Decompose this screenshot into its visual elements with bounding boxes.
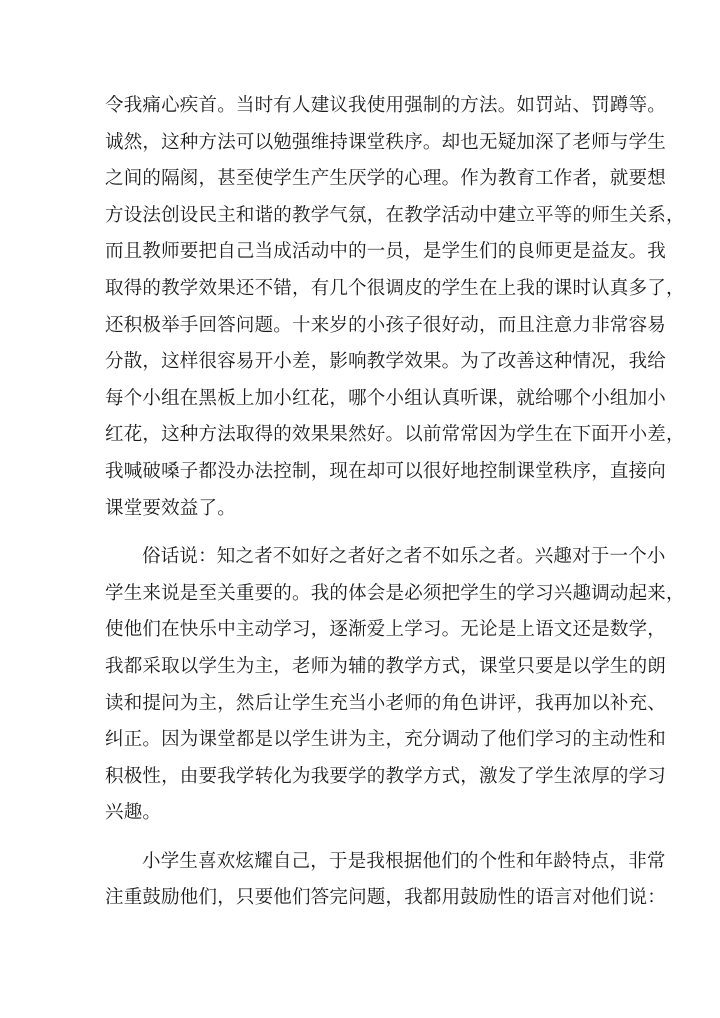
text-line: 每个小组在黑板上加小红花，哪个小组认真听课，就给哪个小组加小 [105, 387, 667, 409]
text-line: 诚然，这种方法可以勉强维持课堂秩序。却也无疑加深了老师与学生 [105, 131, 667, 153]
paragraph-3 [105, 844, 667, 917]
text-line: 我都采取以学生为主，老师为辅的教学方式，课堂只要是以学生的朗 [105, 655, 667, 677]
text-line: 小学生喜欢炫耀自己，于是我根据他们的个性和年龄特点，非常 [142, 850, 666, 872]
text-line: 取得的教学效果还不错，有几个很调皮的学生在上我的课时认真多了， [105, 277, 685, 299]
text-line: 注重鼓励他们，只要他们答完问题，我都用鼓励性的语言对他们说： [105, 887, 667, 909]
text-line: 令我痛心疾首。当时有人建议我使用强制的方法。如罚站、罚蹲等。 [105, 95, 667, 116]
text-line: 读和提问为主，然后让学生充当小老师的角色讲评，我再加以补充、 [105, 692, 667, 714]
text-line: 我喊破嗓子都没办法控制，现在却可以很好地控制课堂秩序，直接向 [105, 460, 667, 482]
text-line: 方设法创设民主和谐的教学气氛，在教学活动中建立平等的师生关系， [105, 204, 685, 226]
body-text [105, 88, 685, 917]
text-line: 兴趣。 [105, 802, 162, 824]
text-line: 而且教师要把自己当成活动中的一员，是学生们的良师更是益友。我 [105, 241, 667, 263]
paragraph-gap [105, 832, 625, 844]
text-line: 还积极举手回答问题。十来岁的小孩子很好动，而且注意力非常容易 [105, 314, 667, 336]
paragraph-2 [105, 539, 685, 832]
text-line: 分散，这样很容易开小差，影响教学效果。为了改善这种情况，我给 [105, 351, 667, 373]
text-line: 学生来说是至关重要的。我的体会是必须把学生的学习兴趣调动起来， [105, 582, 685, 604]
paragraph-1 [105, 88, 685, 527]
paragraph-gap [105, 527, 625, 539]
text-line: 使他们在快乐中主动学习，逐渐爱上学习。无论是上语文还是数学， [105, 619, 667, 641]
text-line: 课堂要效益了。 [105, 497, 236, 519]
text-line: 之间的隔阂，甚至使学生产生厌学的心理。作为教育工作者，就要想 [105, 168, 667, 190]
text-line: 俗话说：知之者不如好之者好之者不如乐之者。兴趣对于一个小 [142, 546, 666, 568]
text-line: 纠正。因为课堂都是以学生讲为主，充分调动了他们学习的主动性和 [105, 729, 667, 751]
text-line: 积极性，由要我学转化为我要学的教学方式，激发了学生浓厚的学习 [105, 765, 667, 787]
text-line: 红花，这种方法取得的效果果然好。以前常常因为学生在下面开小差， [105, 424, 685, 446]
